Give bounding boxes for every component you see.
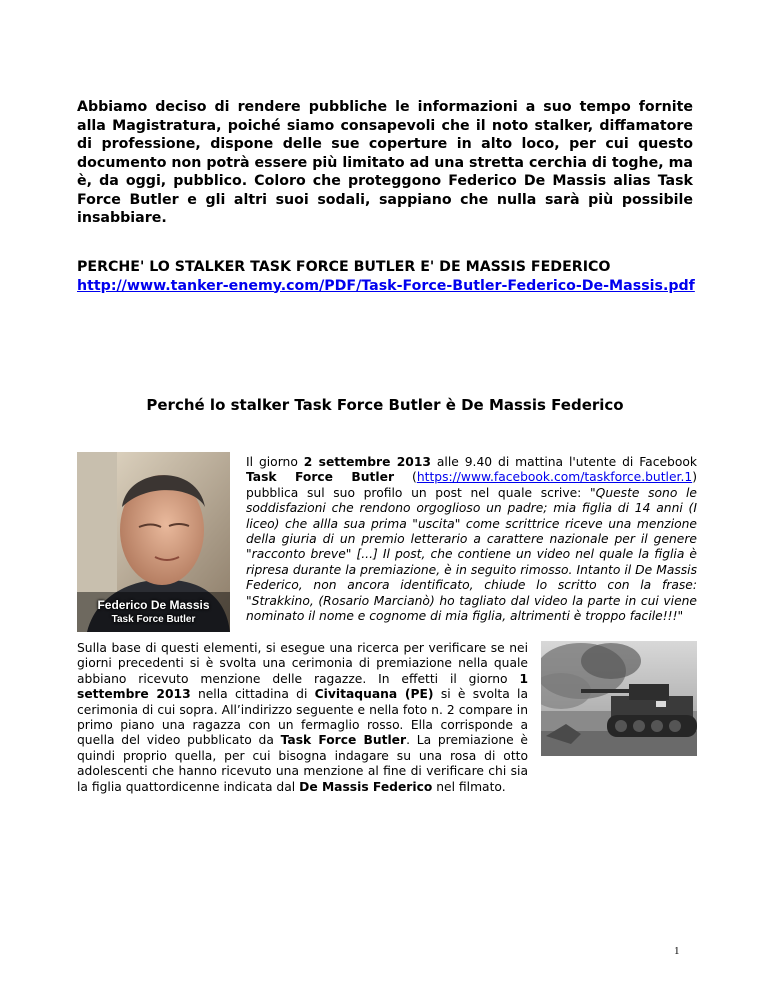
para1-date: 2 settembre 2013: [303, 455, 431, 469]
facebook-post-paragraph: [246, 455, 697, 624]
para2-town: Civitaquana (PE): [314, 687, 434, 702]
page-number: 1: [674, 945, 680, 957]
heading-title: PERCHE' LO STALKER TASK FORCE BUTLER E' DE MASSIS FEDERICO: [77, 259, 611, 275]
para2-text: Sulla base di questi elementi, si esegue una ricerca per verificare se nei giorni precedenti si è svolta una cerimonia di premiazione nella quale abbiano ricevuto menzione delle ragazze. In effetti il giorno: [77, 641, 528, 686]
para1-text: Il giorno: [246, 455, 304, 469]
para2-username: Task Force Butler: [280, 733, 407, 748]
pdf-link[interactable]: http://www.tanker-enemy.com/PDF/Task-Force-Butler-Federico-De-Massis.pdf: [77, 277, 695, 294]
para1-text: ) pubblica sul suo profilo un post nel quale scrive:: [246, 470, 697, 500]
para2-text: si è svolta la cerimonia di cui sopra. All’indirizzo seguente e nella foto n. 2 compare in primo piano una ragazza con un fermaglio rosso. Ella corrisponde a quella del video pubblicato da: [77, 687, 528, 748]
tank-image: [541, 641, 697, 756]
para2-date: 1 settembre 2013: [77, 671, 528, 702]
para1-quote: "Queste sono le soddisfazioni che rendono orgoglioso un padre; mia figlia di 14 anni (I liceo) che allla sua prima "uscita" come scrittrice riceve una menzione della giuria di un premio letterario a carattere nazionale per il genere "racconto breve" [...] Il post, che contiene un video nel quale la figlia è ripresa durante la premiazione, è in seguito rimosso. Intanto il De Massis Federico, non ancora identificato, chiude lo scritto con la frase: "Strakkino, (Rosario Marcianò) ho tagliato dal video la parte in cui viene nominato il nome e cognome di mia figlia, altrimenti è troppo facile!!!": [246, 485, 697, 624]
para1-text: alle 9.40 di mattina l'utente di Facebook: [430, 455, 698, 469]
portrait-photo: [77, 452, 230, 632]
para2-text: . La premiazione è quindi proprio quella, per cui bisogna indagare su una rosa di otto adolescenti che hanno ricevuto una menzione al fine di verificare chi sia la figlia quattordicenne indicata dal: [77, 733, 528, 794]
photo-caption-alias: Task Force Butler: [111, 614, 196, 625]
photo-caption-name: Federico De Massis: [97, 598, 210, 612]
para1-username: Task Force Butler: [246, 470, 395, 485]
research-paragraph: [77, 641, 528, 795]
facebook-link[interactable]: https://www.facebook.com/taskforce.butler.1: [416, 470, 693, 485]
tank-photo: [541, 641, 697, 756]
para2-text: nel filmato.: [432, 779, 506, 794]
para2-person: De Massis Federico: [299, 779, 433, 794]
document-heading: [77, 258, 697, 295]
para1-text: (: [394, 470, 417, 485]
para2-text: nella cittadina di: [190, 687, 315, 702]
intro-paragraph: Abbiamo deciso di rendere pubbliche le informazioni a suo tempo fornite alla Magistratura, poiché siamo consapevoli che il noto stalker, diffamatore di professione, dispone delle sue coperture in alto loco, per cui questo documento non potrà essere più limitato ad una stretta cerchia di toghe, ma è, da oggi, pubblico. Coloro che proteggono Federico De Massis alias Task Force Butler e gli altri suoi sodali, sappiano che nulla sarà più possibile insabbiare.: [77, 99, 693, 226]
section-subtitle: Perché lo stalker Task Force Butler è De Massis Federico: [146, 396, 624, 414]
